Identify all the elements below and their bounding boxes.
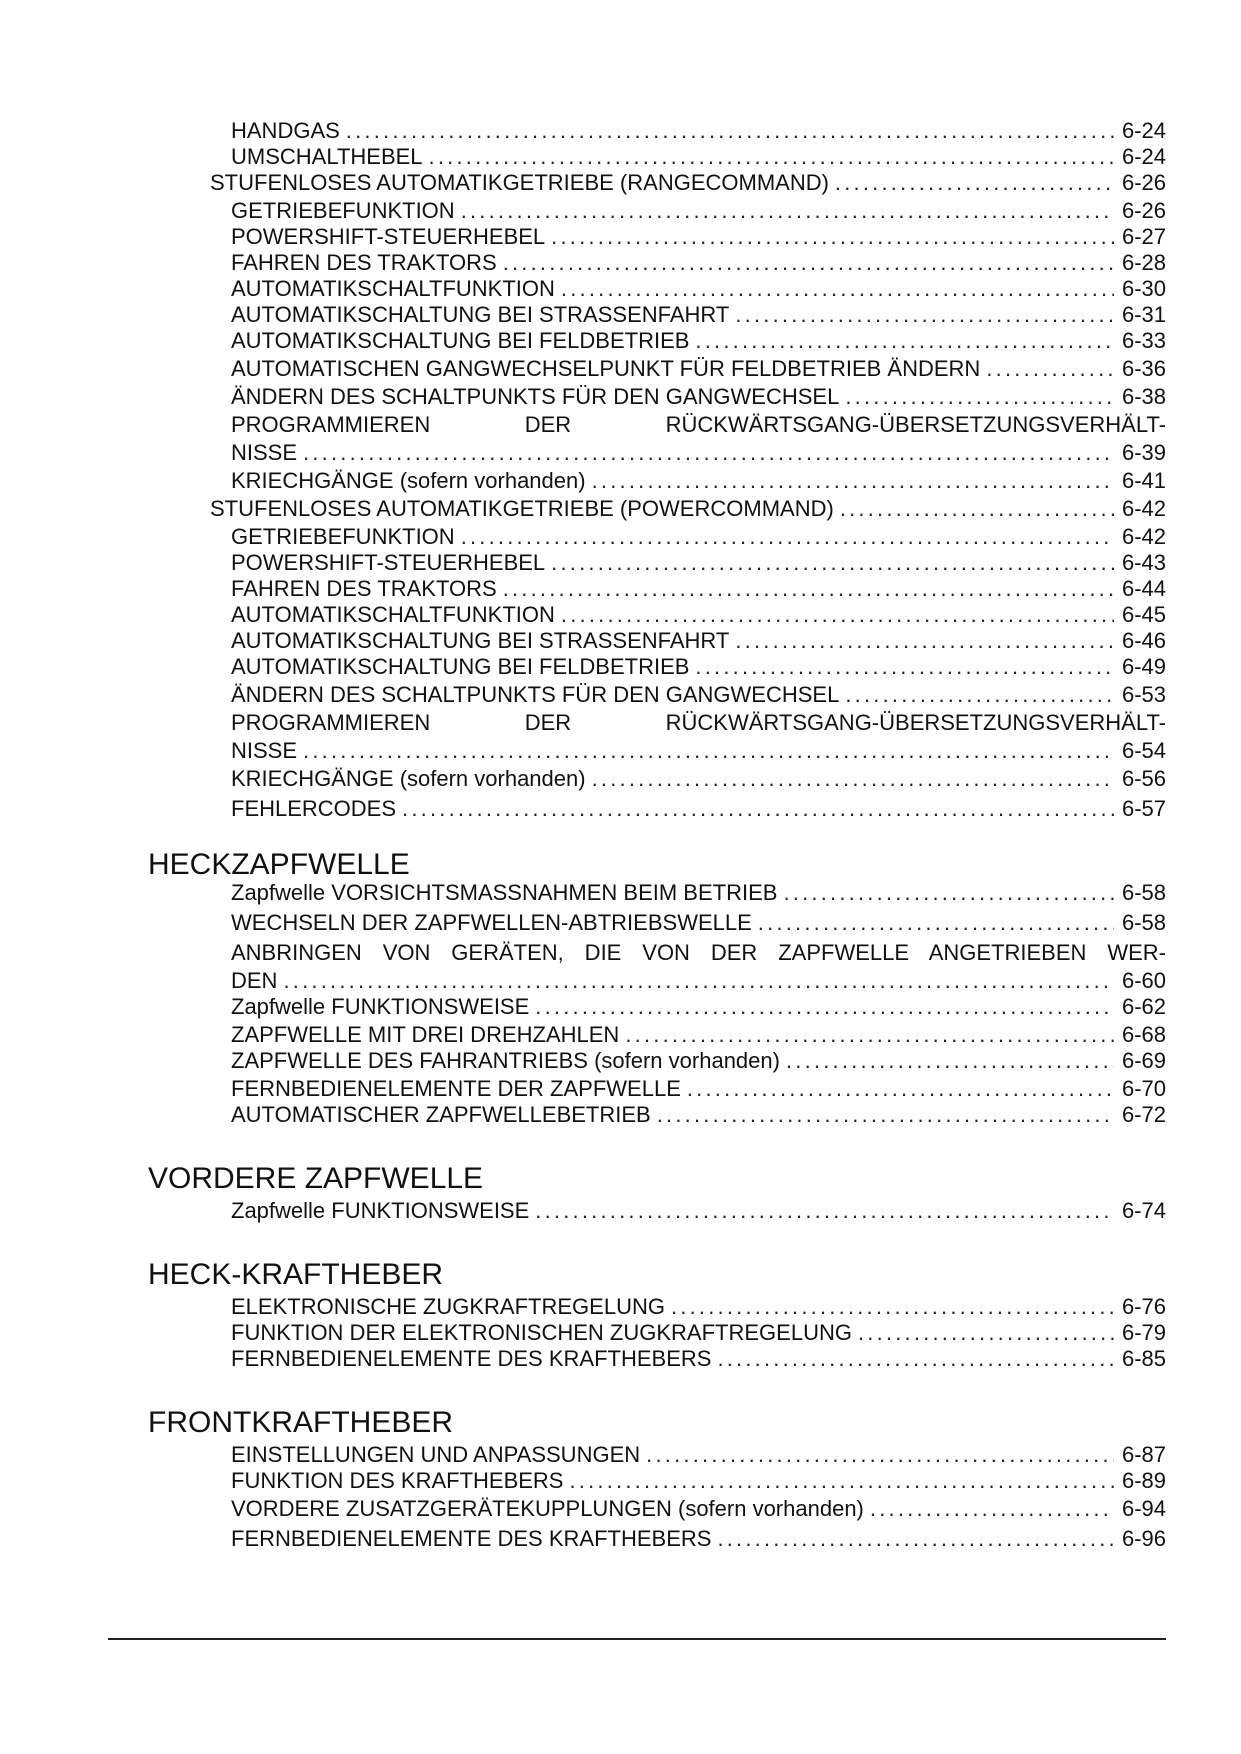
toc-page-number: 6-27: [1121, 224, 1166, 249]
toc-entry[interactable]: [231, 682, 1166, 708]
toc-entry-title: ÄNDERN DES SCHALTPUNKTS FÜR DEN GANGWECHSEL: [231, 384, 840, 409]
dot-leader: [561, 276, 1114, 302]
toc-page-number: 6-58: [1121, 880, 1166, 905]
toc-page-number: 6-68: [1121, 1022, 1166, 1047]
dot-leader: [503, 250, 1114, 276]
dot-leader: [303, 440, 1114, 466]
toc-entry-title: Zapfwelle FUNKTIONSWEISE: [231, 1198, 530, 1223]
toc-entry-title: Zapfwelle FUNKTIONSWEISE: [231, 994, 530, 1019]
dot-leader: [346, 118, 1114, 144]
dot-leader: [758, 910, 1114, 936]
toc-entry[interactable]: [231, 576, 1166, 602]
toc-page-number: 6-62: [1121, 994, 1166, 1019]
toc-entry[interactable]: [231, 796, 1166, 822]
toc-entry[interactable]: [231, 468, 1166, 494]
toc-page-number: 6-79: [1121, 1320, 1166, 1345]
toc-entry[interactable]: [231, 1442, 1166, 1468]
toc-page-number: 6-42: [1121, 524, 1166, 549]
toc-entry-title: HANDGAS: [231, 118, 340, 143]
toc-page-number: 6-89: [1121, 1468, 1166, 1493]
toc-entry-title: ELEKTRONISCHE ZUGKRAFTREGELUNG: [231, 1294, 665, 1319]
toc-entry[interactable]: [231, 1496, 1166, 1522]
toc-entry[interactable]: [231, 880, 1166, 906]
dot-leader: [503, 576, 1114, 602]
section-heading: VORDERE ZAPFWELLE: [148, 1162, 484, 1195]
toc-page-number: 6-41: [1121, 468, 1166, 493]
dot-leader: [695, 654, 1114, 680]
toc-entry[interactable]: [231, 144, 1166, 170]
toc-entry[interactable]: [231, 1102, 1166, 1128]
toc-page-number: 6-44: [1121, 576, 1166, 601]
toc-page-number: 6-42: [1121, 496, 1166, 521]
toc-entry[interactable]: [231, 910, 1166, 936]
footer-rule: [108, 1638, 1166, 1640]
toc-entry[interactable]: [231, 1076, 1166, 1102]
toc-entry[interactable]: [210, 170, 1166, 196]
dot-leader: [786, 1048, 1114, 1074]
dot-leader: [303, 738, 1114, 764]
toc-entry-title: KRIECHGÄNGE (sofern vorhanden): [231, 766, 586, 791]
toc-page-number: 6-72: [1121, 1102, 1166, 1127]
toc-page-number: 6-76: [1121, 1294, 1166, 1319]
toc-page-number: 6-74: [1121, 1198, 1166, 1223]
toc-entry-title: FUNKTION DER ELEKTRONISCHEN ZUGKRAFTREGELUNG: [231, 1320, 852, 1345]
toc-page-number: 6-58: [1121, 910, 1166, 935]
toc-entry-title: WECHSELN DER ZAPFWELLEN-ABTRIEBSWELLE: [231, 910, 752, 935]
toc-page-number: 6-26: [1121, 170, 1166, 195]
toc-entry[interactable]: [231, 1048, 1166, 1074]
dot-leader: [671, 1294, 1114, 1320]
toc-entry[interactable]: [231, 1526, 1166, 1552]
toc-entry[interactable]: [231, 1468, 1166, 1494]
toc-entry[interactable]: [231, 766, 1166, 792]
toc-entry-title: AUTOMATIKSCHALTUNG BEI FELDBETRIEB: [231, 328, 690, 353]
toc-entry[interactable]: [231, 356, 1166, 382]
toc-page-number: 6-45: [1121, 602, 1166, 627]
toc-page-number: 6-85: [1121, 1346, 1166, 1371]
toc-entry-title: AUTOMATIKSCHALTUNG BEI FELDBETRIEB: [231, 654, 690, 679]
toc-page-number: 6-46: [1121, 628, 1166, 653]
toc-entry-title: FAHREN DES TRAKTORS: [231, 250, 497, 275]
toc-entry[interactable]: [231, 302, 1166, 328]
toc-entry-title: UMSCHALTHEBEL: [231, 144, 423, 169]
dot-leader: [646, 1442, 1114, 1468]
dot-leader: [402, 796, 1114, 822]
toc-page-number: 6-38: [1121, 384, 1166, 409]
toc-entry[interactable]: [231, 224, 1166, 250]
dot-leader: [735, 302, 1114, 328]
section-heading: FRONTKRAFTHEBER: [148, 1406, 454, 1439]
toc-page-number: 6-39: [1121, 440, 1166, 465]
toc-entry[interactable]: [231, 628, 1166, 654]
toc-entry-title: POWERSHIFT-STEUERHEBEL: [231, 550, 546, 575]
toc-entry-title: NISSE: [231, 440, 298, 465]
toc-entry[interactable]: [231, 118, 1166, 144]
toc-page-number: 6-60: [1121, 968, 1166, 993]
toc-page-number: 6-56: [1121, 766, 1166, 791]
dot-leader: [429, 144, 1114, 170]
toc-entry-title: Zapfwelle VORSICHTSMASSNAHMEN BEIM BETRIEB: [231, 880, 778, 905]
toc-entry-title: FEHLERCODES: [231, 796, 397, 821]
toc-entry-title: ZAPFWELLE MIT DREI DREHZAHLEN: [231, 1022, 620, 1047]
toc-entry-title: STUFENLOSES AUTOMATIKGETRIEBE (POWERCOMMAND): [210, 496, 834, 521]
toc-page-number: 6-54: [1121, 738, 1166, 763]
dot-leader: [535, 994, 1114, 1020]
toc-page-number: 6-33: [1121, 328, 1166, 353]
toc-entry[interactable]: [231, 1294, 1166, 1320]
toc-entry-title: FERNBEDIENELEMENTE DES KRAFTHEBERS: [231, 1346, 712, 1371]
dot-leader: [717, 1346, 1114, 1372]
toc-page-number: 6-30: [1121, 276, 1166, 301]
toc-entry-title: ZAPFWELLE DES FAHRANTRIEBS (sofern vorhanden): [231, 1048, 780, 1073]
dot-leader: [783, 880, 1114, 906]
toc-entry[interactable]: [231, 994, 1166, 1020]
dot-leader: [845, 682, 1114, 708]
toc-page-number: 6-36: [1121, 356, 1166, 381]
toc-entry[interactable]: [231, 654, 1166, 680]
dot-leader: [551, 224, 1114, 250]
dot-leader: [535, 1198, 1114, 1224]
dot-leader: [840, 496, 1114, 522]
toc-page-number: 6-28: [1121, 250, 1166, 275]
toc-entry-title: FERNBEDIENELEMENTE DER ZAPFWELLE: [231, 1076, 681, 1101]
toc-entry[interactable]: [231, 250, 1166, 276]
toc-entry-title: PROGRAMMIEREN DER RÜCKWÄRTSGANG-ÜBERSETZUNGSVERHÄLT-: [231, 710, 1166, 735]
toc-entry[interactable]: [231, 602, 1166, 628]
toc-entry-title: KRIECHGÄNGE (sofern vorhanden): [231, 468, 586, 493]
toc-entry[interactable]: [231, 1320, 1166, 1346]
toc-entry-title: NISSE: [231, 738, 298, 763]
toc-entry-wrapped-line[interactable]: [231, 940, 1166, 966]
toc-entry[interactable]: [210, 496, 1166, 522]
toc-entry-title: AUTOMATISCHER ZAPFWELLEBETRIEB: [231, 1102, 651, 1127]
toc-entry-title: ANBRINGEN VON GERÄTEN, DIE VON DER ZAPFWELLE ANGETRIEBEN WER-: [231, 940, 1166, 965]
toc-entry-title: VORDERE ZUSATZGERÄTEKUPPLUNGEN (sofern vorhanden): [231, 1496, 864, 1521]
dot-leader: [625, 1022, 1114, 1048]
dot-leader: [687, 1076, 1114, 1102]
toc-entry-title: AUTOMATISCHEN GANGWECHSELPUNKT FÜR FELDBETRIEB ÄNDERN: [231, 356, 981, 381]
toc-entry-title: AUTOMATIKSCHALTUNG BEI STRASSENFAHRT: [231, 628, 730, 653]
toc-entry-title: GETRIEBEFUNKTION: [231, 198, 455, 223]
toc-entry[interactable]: [231, 276, 1166, 302]
toc-page-number: 6-69: [1121, 1048, 1166, 1073]
toc-page-number: 6-24: [1121, 144, 1166, 169]
section-heading: HECK-KRAFTHEBER: [148, 1258, 444, 1291]
toc-entry-title: POWERSHIFT-STEUERHEBEL: [231, 224, 546, 249]
toc-page-number: 6-70: [1121, 1076, 1166, 1101]
toc-page-number: 6-31: [1121, 302, 1166, 327]
toc-entry-title: FUNKTION DES KRAFTHEBERS: [231, 1468, 564, 1493]
toc-page-number: 6-94: [1121, 1496, 1166, 1521]
dot-leader: [569, 1468, 1113, 1494]
dot-leader: [845, 384, 1114, 410]
dot-leader: [283, 968, 1114, 994]
dot-leader: [986, 356, 1114, 382]
dot-leader: [835, 170, 1114, 196]
dot-leader: [461, 198, 1114, 224]
toc-entry-title: EINSTELLUNGEN UND ANPASSUNGEN: [231, 1442, 641, 1467]
toc-entry[interactable]: [231, 328, 1166, 354]
toc-entry[interactable]: [231, 524, 1166, 550]
toc-entry-wrapped-line[interactable]: [231, 710, 1166, 736]
toc-entry-title: STUFENLOSES AUTOMATIKGETRIEBE (RANGECOMMAND): [210, 170, 829, 195]
toc-entry[interactable]: [231, 968, 1166, 994]
dot-leader: [461, 524, 1114, 550]
toc-entry-title: AUTOMATIKSCHALTUNG BEI STRASSENFAHRT: [231, 302, 730, 327]
toc-page-number: 6-43: [1121, 550, 1166, 575]
toc-entry-title: FAHREN DES TRAKTORS: [231, 576, 497, 601]
dot-leader: [551, 550, 1114, 576]
toc-entry[interactable]: [231, 384, 1166, 410]
toc-page-number: 6-49: [1121, 654, 1166, 679]
toc-entry[interactable]: [231, 198, 1166, 224]
toc-entry-title: AUTOMATIKSCHALTFUNKTION: [231, 602, 555, 627]
toc-entry[interactable]: [231, 738, 1166, 764]
toc-page-number: 6-53: [1121, 682, 1166, 707]
dot-leader: [858, 1320, 1114, 1346]
dot-leader: [561, 602, 1114, 628]
toc-entry-title: GETRIEBEFUNKTION: [231, 524, 455, 549]
toc-page-number: 6-87: [1121, 1442, 1166, 1467]
dot-leader: [592, 766, 1114, 792]
dot-leader: [592, 468, 1114, 494]
toc-page-number: 6-24: [1121, 118, 1166, 143]
dot-leader: [735, 628, 1114, 654]
dot-leader: [695, 328, 1114, 354]
toc-entry[interactable]: [231, 1198, 1166, 1224]
toc-entry[interactable]: [231, 1346, 1166, 1372]
toc-entry-title: AUTOMATIKSCHALTFUNKTION: [231, 276, 555, 301]
section-heading: HECKZAPFWELLE: [148, 848, 410, 881]
toc-page-number: 6-57: [1121, 796, 1166, 821]
dot-leader: [657, 1102, 1114, 1128]
toc-entry-title: ÄNDERN DES SCHALTPUNKTS FÜR DEN GANGWECHSEL: [231, 682, 840, 707]
dot-leader: [870, 1496, 1114, 1522]
toc-page-number: 6-96: [1121, 1526, 1166, 1551]
toc-entry[interactable]: [231, 550, 1166, 576]
toc-entry-title: DEN: [231, 968, 278, 993]
toc-entry-title: FERNBEDIENELEMENTE DES KRAFTHEBERS: [231, 1526, 712, 1551]
toc-entry[interactable]: [231, 1022, 1166, 1048]
toc-entry[interactable]: [231, 440, 1166, 466]
toc-entry-wrapped-line[interactable]: [231, 412, 1166, 438]
dot-leader: [717, 1526, 1114, 1552]
toc-entry-title: PROGRAMMIEREN DER RÜCKWÄRTSGANG-ÜBERSETZUNGSVERHÄLT-: [231, 412, 1166, 437]
toc-page-number: 6-26: [1121, 198, 1166, 223]
